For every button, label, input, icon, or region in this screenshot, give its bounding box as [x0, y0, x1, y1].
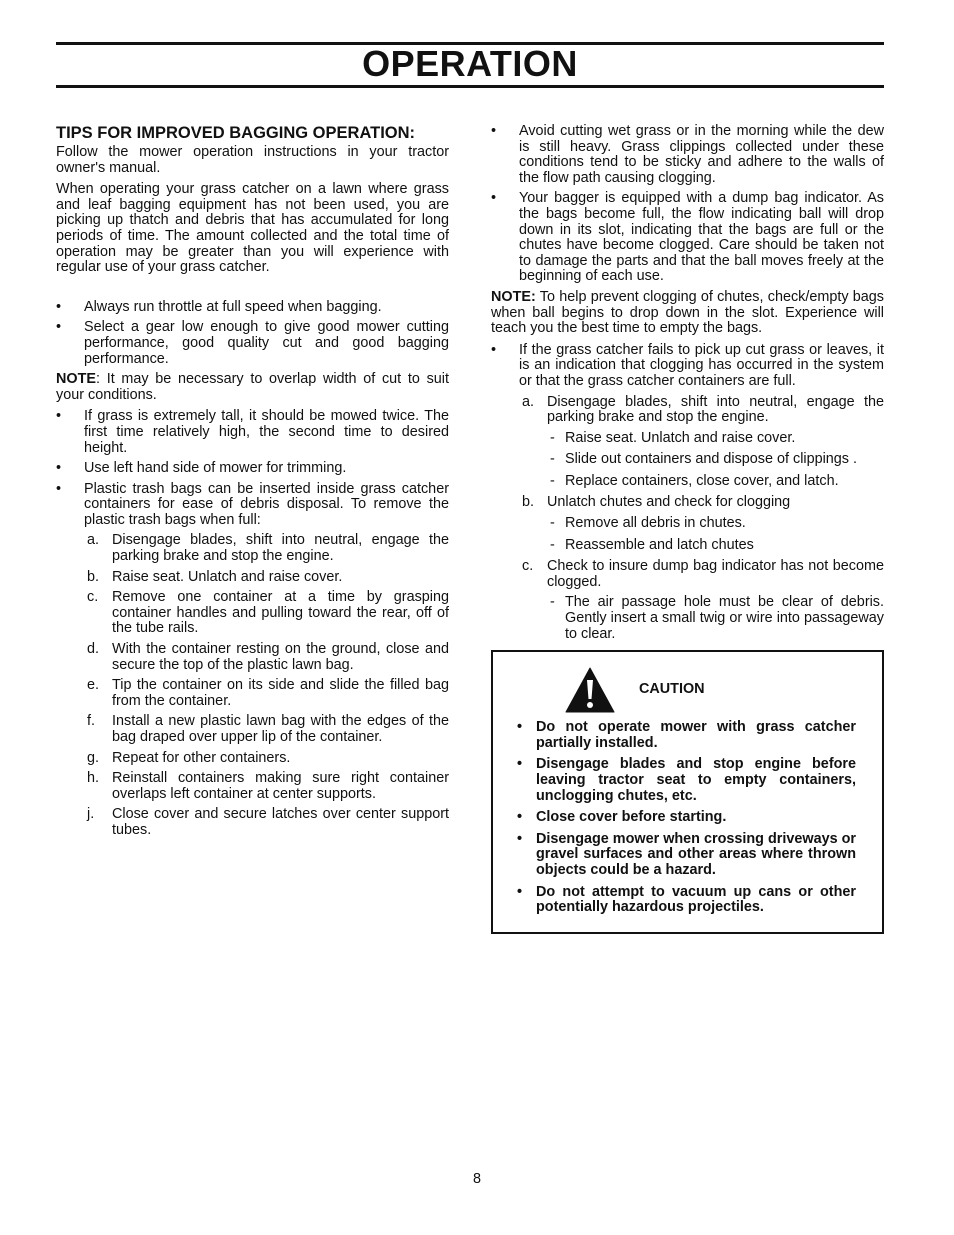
note-text: To help prevent clogging of chutes, check/empty bags when ball begins to drop down in the slot. Experience will teach you the best time to empty the bags. [491, 288, 884, 337]
step-item: d. With the container resting on the ground, close and secure the top of the plastic lawn bag. [87, 641, 449, 673]
title-rule-bottom [56, 85, 884, 88]
dash-item: - Slide out containers and dispose of clippings . [550, 451, 857, 468]
step-item: a. Disengage blades, shift into neutral, engage the parking brake and stop the engine. [87, 532, 449, 565]
step-item: e. Tip the container on its side and slide the filled bag from the container. [87, 677, 449, 709]
spacer [56, 282, 449, 300]
page-number: 8 [472, 1171, 481, 1187]
step-item: c. Remove one container at a time by grasping container handles and pulling toward the rear, off of the tube rails. [87, 589, 449, 637]
list-item: • Plastic trash bags can be inserted inside grass catcher containers for ease of debris disposal. To remove the plastic trash bags when full: [56, 480, 449, 528]
list-item: • If grass is extremely tall, it should be mowed twice. The first time relatively high, the second time to desired height. [56, 408, 449, 456]
step-item: g. Repeat for other containers. [87, 749, 291, 766]
intro-paragraph: Follow the mower operation instructions in your tractor owner's manual. [56, 144, 449, 176]
caution-item: • Close cover before starting. [517, 809, 727, 826]
warning-exclamation-icon [565, 667, 615, 713]
page-title: OPERATION [362, 43, 578, 84]
note-label: NOTE: [491, 288, 536, 305]
list-item: • Select a gear low enough to give good mower cutting performance, good quality cut and good bagging performance. [56, 319, 449, 367]
caution-label: CAUTION [639, 681, 705, 698]
step-item: c. Check to insure dump bag indicator has not become clogged. [522, 558, 884, 590]
note-paragraph [56, 372, 449, 403]
right-column [491, 124, 884, 934]
section-heading: TIPS FOR IMPROVED BAGGING OPERATION: [56, 124, 416, 142]
caution-item: • Do not attempt to vacuum up cans or other potentially hazardous projectiles. [517, 883, 856, 916]
list-item: • Always run throttle at full speed when bagging. [56, 298, 382, 315]
note-label: NOTE [56, 371, 96, 388]
step-item: j. Close cover and secure latches over center support tubes. [87, 806, 449, 838]
note-paragraph [491, 290, 884, 337]
caution-item: • Do not operate mower with grass catcher partially installed. [517, 719, 856, 751]
caution-header [517, 664, 856, 720]
list-item: • Avoid cutting wet grass or in the morning while the dew is still heavy. Grass clippings collected under these conditions tend to be sticky and adhere to the walls of the flow path causing clogging. [491, 123, 884, 186]
left-column [56, 124, 449, 844]
dash-item: - Replace containers, close cover, and latch. [550, 472, 839, 489]
dash-item: - The air passage hole must be clear of debris. Gently insert a small twig or wire into passageway to clear. [550, 594, 884, 642]
intro-paragraph: When operating your grass catcher on a lawn where grass and leaf bagging equipment has not been used, you are picking up thatch and debris that has accumulated for long periods of time. The amount collected and the total time of operation may be greater than you will experience with regular use of your grass catcher. [56, 181, 449, 276]
dash-item: - Reassemble and latch chutes [550, 536, 754, 553]
caution-item: • Disengage blades and stop engine before leaving tractor seat to empty containers, unclogging chutes, etc. [517, 756, 856, 804]
step-item: f. Install a new plastic lawn bag with the edges of the bag draped over upper lip of the container. [87, 713, 449, 745]
dash-item: - Raise seat. Unlatch and raise cover. [550, 429, 796, 446]
step-item: h. Reinstall containers making sure right container overlaps left container at center supports. [87, 770, 449, 802]
caution-item: • Disengage mower when crossing driveways or gravel surfaces and other areas where thrown objects could be a hazard. [517, 830, 856, 878]
step-item: b. Unlatch chutes and check for clogging [522, 494, 791, 511]
note-text: : It may be necessary to overlap width of cut to suit your conditions. [56, 371, 449, 403]
list-item: • Your bagger is equipped with a dump bag indicator. As the bags become full, the flow indicating ball will drop down in its slot, indicating that the bags are full or the chutes have become clogged. Care should be taken not to damage the parts and that the ball moves freely at the beginning of each use. [491, 190, 884, 285]
caution-box [491, 650, 884, 934]
list-item: • If the grass catcher fails to pick up cut grass or leaves, it is an indication that clogging has occurred in the system or that the grass catcher containers are full. [491, 341, 884, 389]
step-item: a. Disengage blades, shift into neutral, engage the parking brake and stop the engine. [522, 393, 884, 426]
step-item: b. Raise seat. Unlatch and raise cover. [87, 568, 343, 585]
list-item: • Use left hand side of mower for trimming. [56, 460, 347, 477]
dash-item: - Remove all debris in chutes. [550, 515, 746, 532]
